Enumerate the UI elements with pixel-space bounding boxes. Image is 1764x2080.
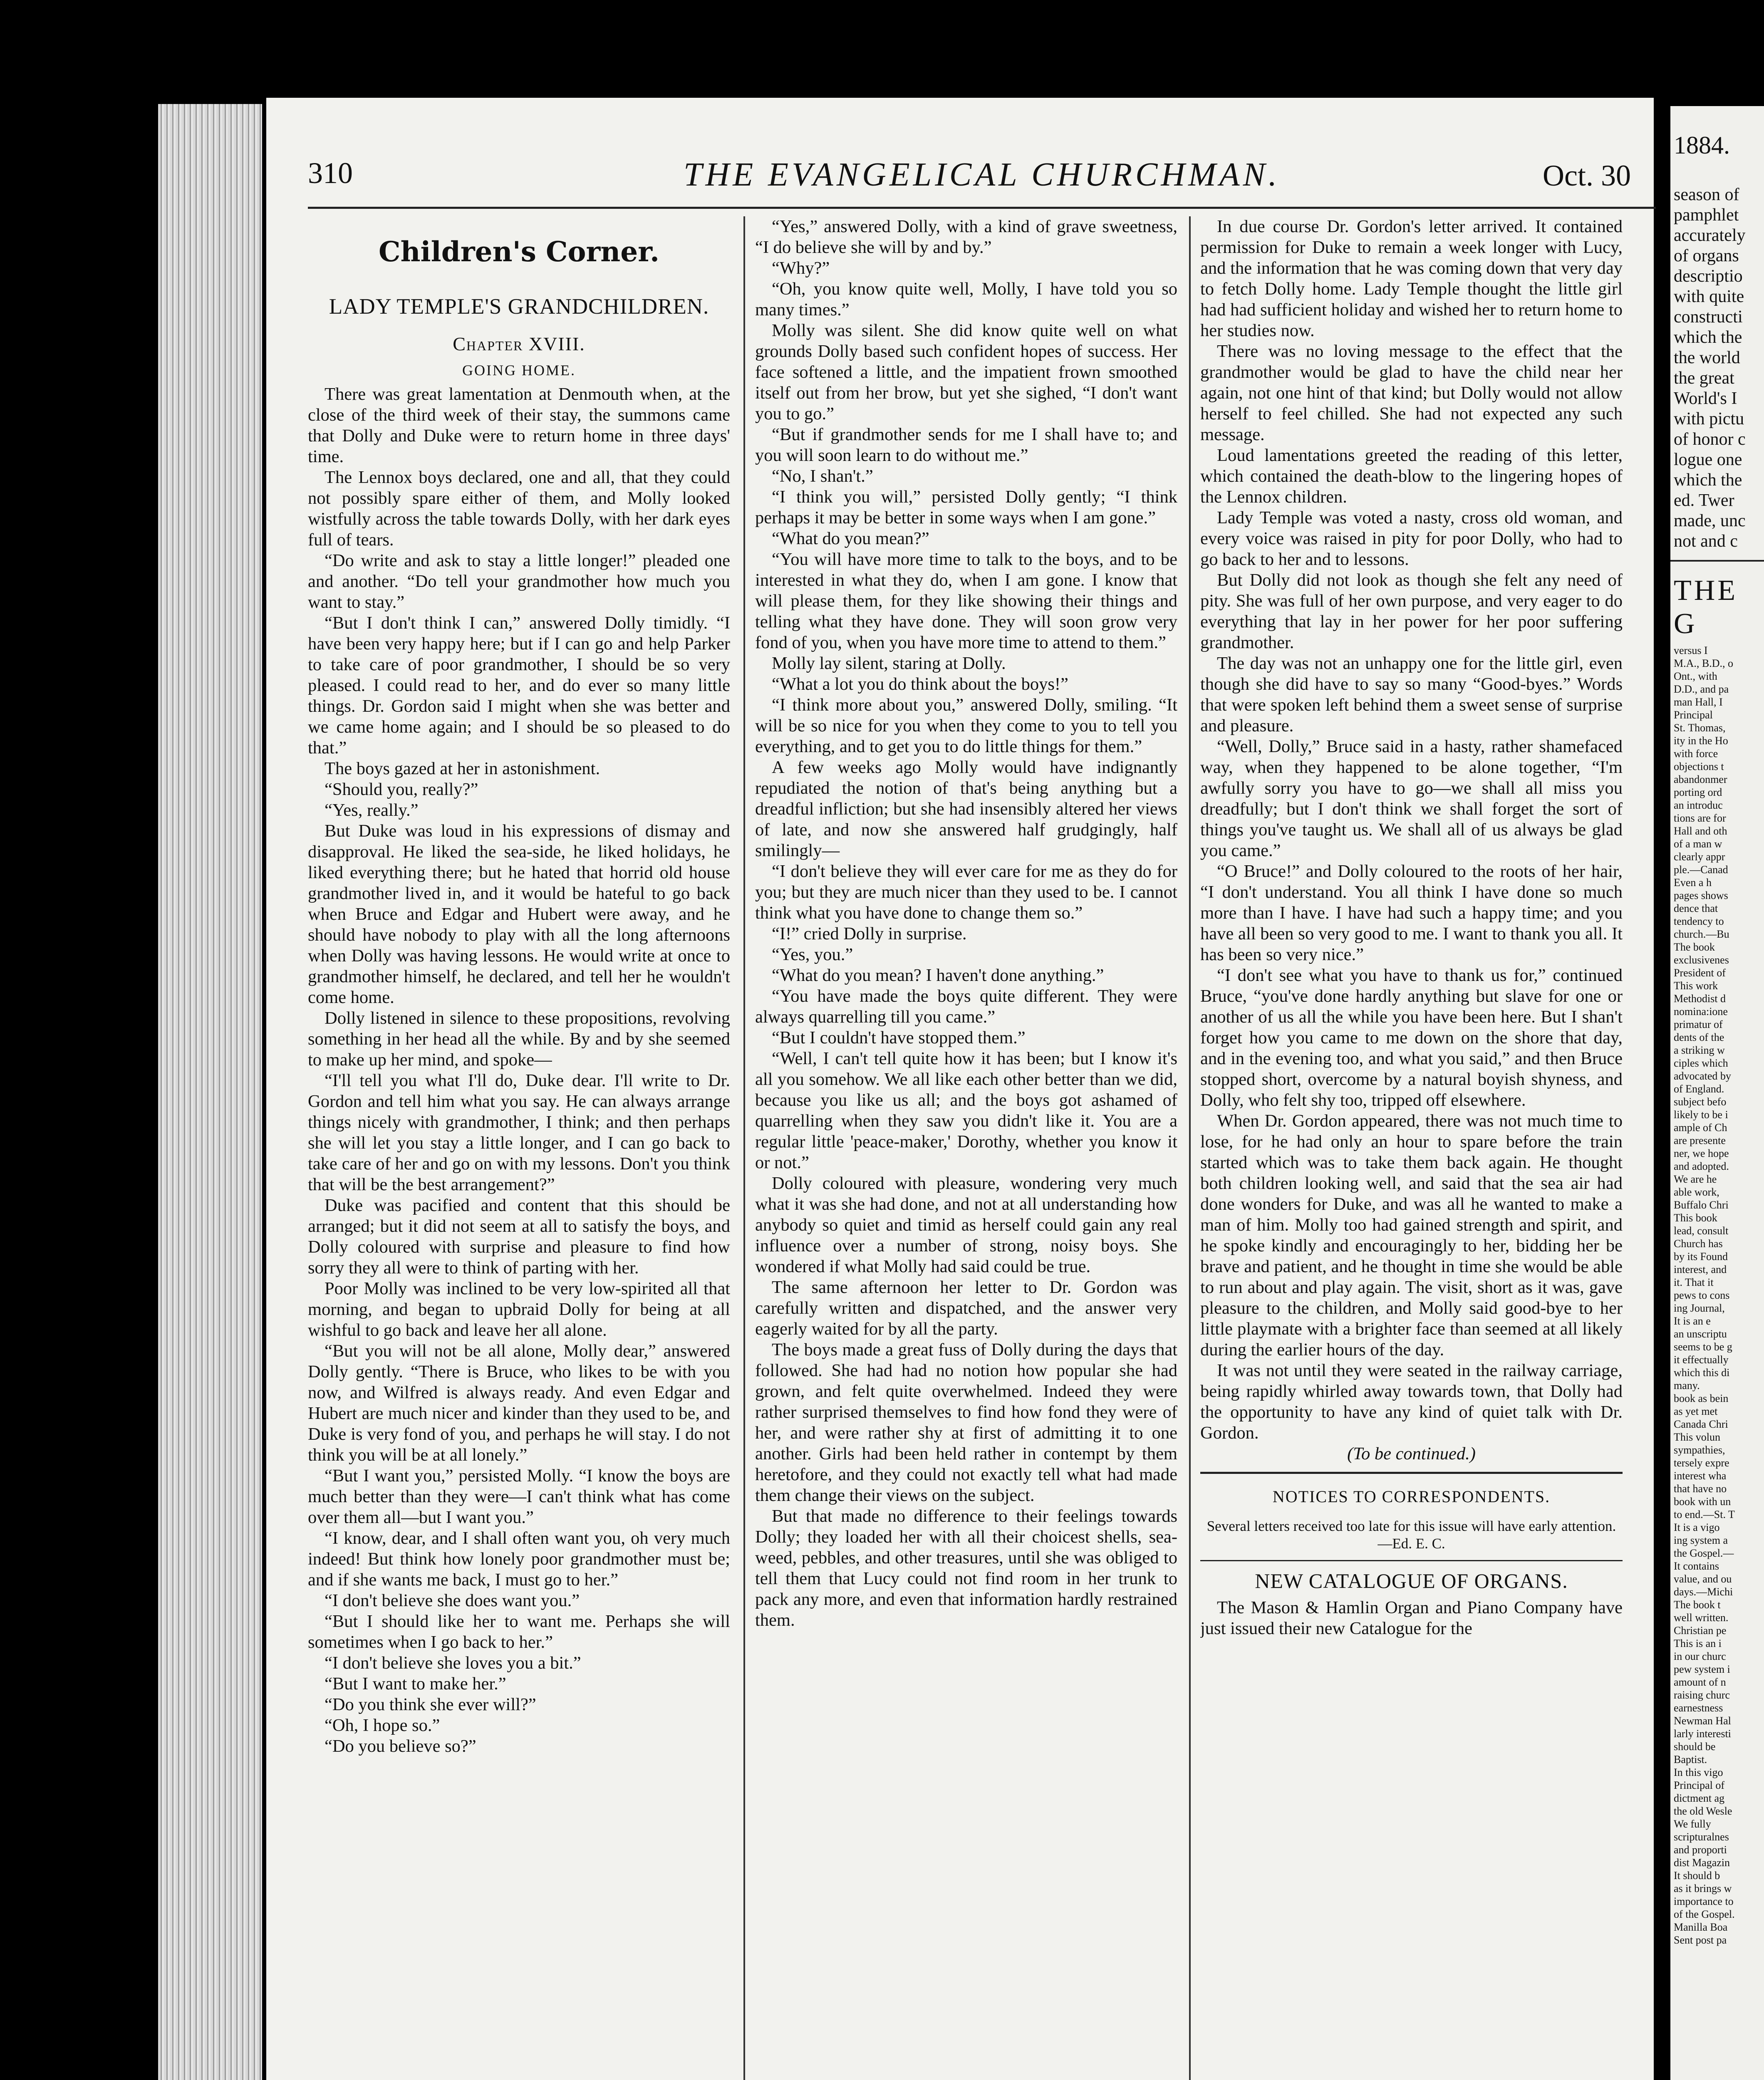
facing-page-text-line: and adopted. bbox=[1674, 1160, 1729, 1172]
facing-page-text-line: We fully bbox=[1674, 1818, 1711, 1830]
article-paragraph: Dolly coloured with pleasure, wondering very much what it was she had done, and not at all understanding how anybody so quiet and timid as herself could gain any real influence over a number of strong, noisy boys. She wondered if what Molly had said could be true. bbox=[755, 1174, 1177, 1276]
column-divider-1 bbox=[743, 216, 745, 2080]
facing-page-text-line: Principal of bbox=[1674, 1779, 1725, 1791]
facing-page-fragment bbox=[1670, 106, 1764, 2080]
article-paragraph: “Do you think she ever will?” bbox=[325, 1695, 536, 1714]
facing-page-text-line: clearly appr bbox=[1674, 851, 1725, 863]
section-rule bbox=[1200, 1560, 1623, 1561]
facing-page-text-line: Hall and oth bbox=[1674, 825, 1727, 837]
column-1-paragraphs bbox=[308, 384, 730, 1757]
facing-page-text-line: Principal bbox=[1674, 709, 1713, 721]
column-2-paragraphs bbox=[755, 216, 1177, 1631]
article-paragraph: “No, I shan't.” bbox=[772, 466, 873, 486]
article-paragraph: “What do you mean? I haven't done anything.” bbox=[772, 966, 1104, 985]
facing-page-text-line: Manilla Boa bbox=[1674, 1921, 1728, 1933]
article-paragraph: Loud lamentations greeted the reading of this letter, which contained the death-blow to the lingering hopes of the Lennox children. bbox=[1200, 446, 1623, 507]
facing-page-text-line: This volun bbox=[1674, 1431, 1720, 1443]
facing-page-text-line: This book bbox=[1674, 1212, 1717, 1224]
facing-page-text-line: ner, we hope bbox=[1674, 1147, 1729, 1159]
facing-page-text-line: We are he bbox=[1674, 1173, 1717, 1185]
facing-page-text-line: ing system a bbox=[1674, 1534, 1728, 1546]
article-paragraph: Molly was silent. She did know quite well on what grounds Dolly based such confident hopes of success. Her face softened a little, and the impatient frown smoothed itself out from her brow, but yet she sighed, “I don't want you to go.” bbox=[755, 321, 1177, 423]
article-paragraph: When Dr. Gordon appeared, there was not much time to lose, for he had only an hour to spare before the train started which was to take them back again. He thought both children looking well, and said that the sea air had done wonders for Duke, and was all he wanted to make a man of him. Molly too had gained strength and spirit, and he spoke kindly and encouragingly to her, bidding her be brave and patient, and he thought in time she would be able to run about and play again. The visit, short as it was, gave pleasure to the children, and Molly said good-bye to her little playmate with a brighter face than seemed at all likely during the earlier hours of the day. bbox=[1200, 1111, 1623, 1359]
catalogue-body: The Mason & Hamlin Organ and Piano Company have just issued their new Catalogue for the bbox=[1200, 1598, 1623, 1638]
article-paragraph: “Yes,” answered Dolly, with a kind of grave sweetness, “I do believe she will by and by.” bbox=[755, 217, 1177, 257]
facing-page-text-line: Canada Chri bbox=[1674, 1418, 1728, 1430]
facing-page-text-line: pews to cons bbox=[1674, 1289, 1730, 1301]
facing-page-text-line: lead, consult bbox=[1674, 1225, 1729, 1237]
facing-page-text-line: ed. Twer bbox=[1674, 491, 1734, 510]
facing-page-text-line: This work bbox=[1674, 980, 1718, 992]
facing-page-text-line: of the Gospel. bbox=[1674, 1908, 1735, 1920]
facing-page-text-line: which this di bbox=[1674, 1367, 1730, 1379]
facing-page-text-line: logue one bbox=[1674, 450, 1742, 469]
article-paragraph: A few weeks ago Molly would have indignantly repudiated the notion of that's being anything but a dreadful infliction; but she had insensibly altered her views of late, and now she answered half grudgingly, half smilingly— bbox=[755, 758, 1177, 860]
facing-page-text-line: ity in the Ho bbox=[1674, 735, 1728, 747]
facing-page-text-line: amount of n bbox=[1674, 1676, 1726, 1688]
article-paragraph: “I think you will,” persisted Dolly gently; “I think perhaps it may be better in some ways when I am gone.” bbox=[755, 487, 1177, 527]
facing-page-text-line: many. bbox=[1674, 1379, 1700, 1392]
facing-page-text-line: sympathies, bbox=[1674, 1444, 1725, 1456]
page-number: 310 bbox=[308, 156, 353, 190]
facing-page-text-line: it. That it bbox=[1674, 1276, 1714, 1288]
facing-page-text-line: pew system i bbox=[1674, 1663, 1730, 1675]
article-paragraph: The boys gazed at her in astonishment. bbox=[325, 759, 600, 778]
article-paragraph: “But if grandmother sends for me I shall have to; and you will soon learn to do without me.” bbox=[755, 425, 1177, 465]
facing-page-text-line: scripturalnes bbox=[1674, 1831, 1729, 1843]
article-paragraph: There was no loving message to the effect that the grandmother would be glad to have the child near her again, not one hint of that kind; but Dolly would not allow herself to feel chilled. She had not expected any such message. bbox=[1200, 342, 1623, 444]
facing-page-text-line: it effectually bbox=[1674, 1354, 1729, 1366]
article-paragraph: “You have made the boys quite different. They were always quarrelling till you came.” bbox=[755, 986, 1177, 1027]
article-paragraph: “Yes, you.” bbox=[772, 945, 853, 964]
article-paragraph: “I'll tell you what I'll do, Duke dear. I'll write to Dr. Gordon and tell him what you say. He can always arrange things nicely with grandmother, I think; and then perhaps she will let you stay a little longer, and I can go back to take care of her and go on with my lessons. Don't you think that will be the best arrangement?” bbox=[308, 1071, 730, 1194]
facing-page-text-line: should be bbox=[1674, 1741, 1716, 1753]
article-paragraph: “But I should like her to want me. Perhaps she will sometimes when I go back to her.” bbox=[308, 1612, 730, 1652]
facing-page-text-line: advocated by bbox=[1674, 1070, 1731, 1082]
article-paragraph: “Oh, you know quite well, Molly, I have told you so many times.” bbox=[755, 279, 1177, 319]
facing-page-text-line: This is an i bbox=[1674, 1637, 1722, 1649]
article-paragraph: The day was not an unhappy one for the little girl, even though she did have to say so many “Good-byes.” Words that were spoken left behind them a sweet sense of surprise and pleasure. bbox=[1200, 654, 1623, 735]
section-rule bbox=[1200, 1472, 1623, 1474]
facing-page-text-line: dist Magazin bbox=[1674, 1857, 1730, 1869]
article-paragraph: “I think more about you,” answered Dolly, smiling. “It will be so nice for you when they come to you to tell you everything, and to get you to do little things for them.” bbox=[755, 695, 1177, 756]
article-paragraph: “What do you mean?” bbox=[772, 529, 929, 548]
facing-page-text-line: Even a h bbox=[1674, 877, 1712, 889]
article-paragraph: Dolly listened in silence to these propositions, revolving something in her head all the while. By and by she seemed to make up her mind, and spoke— bbox=[308, 1008, 730, 1070]
facing-page-text-line: Baptist. bbox=[1674, 1753, 1707, 1766]
article-paragraph: “Well, I can't tell quite how it has been; but I know it's all you somehow. We all like each other better than we did, because you like us all; and the boys got ashamed of quarrelling when they saw you didn't like it. You are a regular little 'peace-maker,' Dorothy, whether you know it or not.” bbox=[755, 1049, 1177, 1172]
column-1 bbox=[308, 216, 730, 2080]
article-paragraph: The same afternoon her letter to Dr. Gordon was carefully written and dispatched, and the answer very eagerly waited for by all the party. bbox=[755, 1278, 1177, 1339]
facing-page-text-line: It is a vigo bbox=[1674, 1521, 1720, 1533]
header-rule bbox=[308, 207, 1656, 209]
facing-page-text-line: Ont., with bbox=[1674, 670, 1717, 682]
facing-page-text-line: to end.—St. T bbox=[1674, 1508, 1735, 1520]
facing-page-text-line: In this vigo bbox=[1674, 1766, 1723, 1778]
facing-page-text-line: World's I bbox=[1674, 389, 1737, 408]
facing-page-text-line: primatur of bbox=[1674, 1018, 1723, 1030]
article-paragraph: “I don't believe she loves you a bit.” bbox=[325, 1653, 581, 1673]
facing-page-text-line: in our churc bbox=[1674, 1650, 1726, 1662]
chapter-subheading: GOING HOME. bbox=[462, 362, 576, 379]
article-paragraph: Poor Molly was inclined to be very low-spirited all that morning, and began to upbraid Dolly for being at all wishful to go back and leave her all alone. bbox=[308, 1279, 730, 1340]
facing-page-text-line: exclusivenes bbox=[1674, 954, 1729, 966]
facing-page-text-line: value, and ou bbox=[1674, 1573, 1732, 1585]
facing-page-text-line: of England. bbox=[1674, 1083, 1724, 1095]
catalogue-heading: NEW CATALOGUE OF ORGANS. bbox=[1255, 1569, 1568, 1592]
facing-page-text-line: with force bbox=[1674, 748, 1718, 760]
article-paragraph: “Should you, really?” bbox=[325, 780, 478, 799]
facing-page-text-line: of honor c bbox=[1674, 430, 1746, 449]
facing-page-text-line: ing Journal, bbox=[1674, 1302, 1725, 1314]
facing-page-text-line: President of bbox=[1674, 967, 1726, 979]
facing-page-text-line: the old Wesle bbox=[1674, 1805, 1732, 1817]
story-title: LADY TEMPLE'S GRANDCHILDREN. bbox=[329, 295, 709, 319]
facing-page-text-line: an introduc bbox=[1674, 799, 1723, 811]
article-paragraph: There was great lamentation at Denmouth when, at the close of the third week of their stay, the summons came that Dolly and Duke were to return home in three days' time. bbox=[308, 384, 730, 466]
facing-page-text-line: made, unc bbox=[1674, 511, 1746, 530]
facing-page-text-line: Church has bbox=[1674, 1238, 1723, 1250]
facing-page-text-line: of a man w bbox=[1674, 838, 1722, 850]
facing-page-text-line: accurately bbox=[1674, 226, 1746, 245]
facing-page-text-line: by its Found bbox=[1674, 1250, 1728, 1263]
publication-title: THE EVANGELICAL CHURCHMAN. bbox=[684, 156, 1280, 193]
article-paragraph: The Lennox boys declared, one and all, that they could not possibly spare either of them, and Molly looked wistfully across the table towards Dolly, with her dark eyes full of tears. bbox=[308, 468, 730, 550]
facing-page-small-lines bbox=[1670, 644, 1764, 1946]
facing-page-text-line: dence that bbox=[1674, 902, 1718, 914]
facing-page-text-line: M.A., B.D., o bbox=[1674, 657, 1734, 669]
facing-page-text-line: abandonmer bbox=[1674, 773, 1727, 785]
facing-page-text-line: season of bbox=[1674, 185, 1739, 204]
facing-page-text-line: subject befo bbox=[1674, 1096, 1727, 1108]
facing-page-text-line: well written. bbox=[1674, 1612, 1729, 1624]
facing-page-text-line: tendency to bbox=[1674, 915, 1724, 927]
article-paragraph: It was not until they were seated in the railway carriage, being rapidly whirled away towards town, that Dolly had the opportunity to have any kind of quiet talk with Dr. Gordon. bbox=[1200, 1361, 1623, 1443]
article-paragraph: But Duke was loud in his expressions of dismay and disapproval. He liked the sea-side, he liked holidays, he liked everything there; but he hated that horrid old house grandmother lived in, and it would be hateful to go back when Bruce and Edgar and Hubert were away, and he should have nobody to play with all the long afternoons when Dolly was having lessons. He would write at once to grandmother himself, he declared, and tell her he wouldn't come home. bbox=[308, 821, 730, 1007]
article-paragraph: “But I couldn't have stopped them.” bbox=[772, 1028, 1026, 1047]
facing-page-text-line: raising churc bbox=[1674, 1689, 1730, 1701]
facing-page-text-line: interest, and bbox=[1674, 1263, 1727, 1275]
facing-page-text-line: It should b bbox=[1674, 1870, 1720, 1882]
book-page-edges bbox=[158, 104, 262, 2080]
facing-page-text-line: D.D., and pa bbox=[1674, 683, 1729, 695]
article-paragraph: “What a lot you do think about the boys!” bbox=[772, 674, 1068, 694]
facing-page-text-line: the great bbox=[1674, 369, 1734, 388]
facing-page-text-line: are presente bbox=[1674, 1134, 1726, 1146]
article-paragraph: “But I want you,” persisted Molly. “I know the boys are much better than they were—I can't think what has come over them all—but I want you.” bbox=[308, 1466, 730, 1527]
facing-page-text-line: tions are for bbox=[1674, 812, 1726, 824]
facing-page-text-line: nomina:ione bbox=[1674, 1005, 1728, 1018]
facing-page-text-line: The book bbox=[1674, 941, 1715, 953]
notices-body: Several letters received too late for this issue will have early attention.—Ed. E. C. bbox=[1207, 1518, 1616, 1552]
facing-page-text-line: the Gospel.— bbox=[1674, 1547, 1734, 1559]
article-paragraph: The boys made a great fuss of Dolly during the days that followed. She had had no notion how popular she had grown, and felt quite overwhelmed. Indeed they were rather surprised themselves to find how fond they were of her, and were rather shy at first of admitting it to one another. Girls had been held rather in contempt by them heretofore, and they could not exactly tell what had made them change their views on the subject. bbox=[755, 1340, 1177, 1505]
article-paragraph: “Yes, really.” bbox=[325, 800, 419, 820]
article-paragraph: “O Bruce!” and Dolly coloured to the roots of her hair, “I don't understand. You all think I have done so much more than I have. I have had such a happy time; and you have all been so very good to me. I want to thank you all. It has been so very nice.” bbox=[1200, 862, 1623, 964]
facing-page-text-line: dictment ag bbox=[1674, 1792, 1725, 1804]
facing-page-text-line: book as bein bbox=[1674, 1392, 1729, 1404]
facing-page-text-line: importance to bbox=[1674, 1895, 1734, 1907]
facing-page-text-line: St. Thomas, bbox=[1674, 722, 1726, 734]
facing-page-text-line: dents of the bbox=[1674, 1031, 1724, 1043]
article-paragraph: “Well, Dolly,” Bruce said in a hasty, rather shamefaced way, when they happened to be alone together, “I'm awfully sorry you have to go—we shall all miss you dreadfully; but I don't think we shall forget the sort of things you've taught us. We shall all of us always be glad you came.” bbox=[1200, 737, 1623, 860]
facing-page-text-line: a striking w bbox=[1674, 1044, 1725, 1056]
facing-page-text-line: earnestness bbox=[1674, 1702, 1723, 1714]
facing-page-text-line: Newman Hal bbox=[1674, 1715, 1731, 1727]
chapter-heading: Chapter XVIII. bbox=[453, 333, 585, 354]
facing-page-text-line: Buffalo Chri bbox=[1674, 1199, 1729, 1211]
article-paragraph: But Dolly did not look as though she felt any need of pity. She was full of her own purpose, and very eager to do everything that lay in her power for her poor suffering grandmother. bbox=[1200, 570, 1623, 652]
facing-page-text-line: Christian pe bbox=[1674, 1624, 1727, 1637]
facing-page-text-line: book with un bbox=[1674, 1496, 1731, 1508]
notices-heading: NOTICES TO CORRESPONDENTS. bbox=[1272, 1487, 1551, 1506]
facing-page-text-line: with pictu bbox=[1674, 409, 1744, 428]
column-3-paragraphs bbox=[1200, 216, 1623, 1444]
facing-page-text-line: seems to be g bbox=[1674, 1341, 1732, 1353]
facing-page-text-line: the world bbox=[1674, 348, 1740, 367]
facing-page-text-line: as it brings w bbox=[1674, 1882, 1732, 1894]
facing-page-text-line: with quite bbox=[1674, 287, 1744, 306]
column-divider-2 bbox=[1189, 216, 1191, 2080]
article-paragraph: “I don't believe she does want you.” bbox=[325, 1591, 580, 1610]
facing-page-text-line: as yet met bbox=[1674, 1405, 1718, 1417]
article-paragraph: “You will have more time to talk to the boys, and to be interested in what they do, when I am gone. I know that will please them, for they like showing their things and telling what they have done. They will soon grow very fond of you, when you have more time to attend to them.” bbox=[755, 550, 1177, 652]
article-paragraph: “Do you believe so?” bbox=[325, 1736, 476, 1756]
issue-date: Oct. 30 bbox=[1543, 159, 1631, 192]
article-paragraph: “I!” cried Dolly in surprise. bbox=[772, 924, 967, 943]
article-paragraph: “I don't see what you have to thank us for,” continued Bruce, “you've done hardly anything but slave for one or another of us all the while you have been here. But I shan't forget how you came to me down on the shore that day, and in the evening too, and what you said,” and then Bruce stopped short, overcome by a natural boyish shyness, and Dolly, who felt shy too, tripped off elsewhere. bbox=[1200, 966, 1623, 1110]
facing-page-text-line: and proporti bbox=[1674, 1844, 1727, 1856]
facing-page-text-line: man Hall, I bbox=[1674, 696, 1723, 708]
article-paragraph: “But I want to make her.” bbox=[325, 1674, 506, 1694]
facing-page-text-line: The book t bbox=[1674, 1599, 1721, 1611]
article-paragraph: Duke was pacified and content that this should be arranged; but it did not seem at all to satisfy the boys, and Dolly coloured with surprise and pleasure to find how sorry they all were to think of parting with her. bbox=[308, 1196, 730, 1278]
article-paragraph: “Why?” bbox=[772, 258, 830, 278]
facing-page-text-line: which the bbox=[1674, 470, 1742, 490]
facing-page-text-line: Sent post pa bbox=[1674, 1934, 1727, 1946]
article-paragraph: “I know, dear, and I shall often want you, oh very much indeed! But think how lonely poor grandmother must be; and if she wants me back, I must go to her.” bbox=[308, 1528, 730, 1590]
facing-page-text-line: able work, bbox=[1674, 1186, 1719, 1198]
facing-page-text-line: It is an e bbox=[1674, 1315, 1711, 1327]
article-paragraph: “I don't believe they will ever care for me as they do for you; but they are much nicer than they used to be. I cannot think what you have done to change them so.” bbox=[755, 862, 1177, 923]
facing-page-text-line: versus I bbox=[1674, 644, 1708, 656]
article-paragraph: Lady Temple was voted a nasty, cross old woman, and every voice was raised in pity for poor Dolly, who had to go back to her and to lessons. bbox=[1200, 508, 1623, 569]
facing-page-text-line: Methodist d bbox=[1674, 993, 1726, 1005]
facing-page-text-line: constructi bbox=[1674, 307, 1743, 327]
facing-page-text-line: an unscriptu bbox=[1674, 1328, 1727, 1340]
facing-page-text-line: pages shows bbox=[1674, 889, 1728, 901]
facing-page-rule bbox=[1670, 560, 1764, 562]
facing-page-text-line: descriptio bbox=[1674, 267, 1743, 286]
facing-page-text-line: days.—Michi bbox=[1674, 1586, 1733, 1598]
facing-page-text-line: larly interesti bbox=[1674, 1728, 1731, 1740]
column-2 bbox=[755, 216, 1177, 2080]
facing-page-lines bbox=[1670, 185, 1764, 552]
facing-page-text-line: pamphlet bbox=[1674, 206, 1739, 225]
to-be-continued: (To be continued.) bbox=[1347, 1444, 1476, 1463]
article-paragraph: Molly lay silent, staring at Dolly. bbox=[772, 654, 1006, 673]
newspaper-page bbox=[266, 98, 1654, 2080]
facing-page-text-line: church.—Bu bbox=[1674, 928, 1729, 940]
facing-page-text-line: ple.—Canad bbox=[1674, 864, 1728, 876]
article-paragraph: But that made no difference to their feelings towards Dolly; they loaded her with all their choicest shells, sea-weed, pebbles, and other treasures, until she was obliged to tell them that Lucy could not find room in her trunk to pack any more, and even that information hardly restrained them. bbox=[755, 1506, 1177, 1630]
article-paragraph: “Do write and ask to stay a little longer!” pleaded one and another. “Do tell your grandmother how much you want to stay.” bbox=[308, 551, 730, 612]
facing-page-text-line: objections t bbox=[1674, 760, 1724, 773]
article-paragraph: “But I don't think I can,” answered Dolly timidly. “I have been very happy here; but if I can go and help Parker to take care of poor grandmother, I should be so very pleased. I could read to her, and do ever so many little things. Dr. Gordon said I might when she was better and we came home again; and I should be so pleased to do that.” bbox=[308, 613, 730, 758]
section-heading: Children's Corner. bbox=[379, 235, 659, 268]
facing-page-text-line: interest wha bbox=[1674, 1470, 1727, 1482]
facing-page-heading: THE G bbox=[1674, 574, 1738, 640]
article-paragraph: In due course Dr. Gordon's letter arrived. It contained permission for Duke to remain a week longer with Lucy, and the information that he was coming down that very day to fetch Dolly home. Lady Temple thought the little girl had had sufficient holiday and wished her to return home to her studies now. bbox=[1200, 217, 1623, 340]
facing-page-text-line: that have no bbox=[1674, 1483, 1727, 1495]
article-paragraph: “Oh, I hope so.” bbox=[325, 1716, 440, 1735]
facing-page-text-line: ciples which bbox=[1674, 1057, 1728, 1069]
facing-page-text-line: which the bbox=[1674, 328, 1742, 347]
facing-page-year: 1884. bbox=[1674, 131, 1730, 159]
facing-page-text-line: tersely expre bbox=[1674, 1457, 1729, 1469]
page-header bbox=[308, 156, 1656, 202]
facing-page-text-line: ample of Ch bbox=[1674, 1122, 1727, 1134]
facing-page-text-line: likely to be i bbox=[1674, 1109, 1728, 1121]
column-3 bbox=[1200, 216, 1623, 2080]
facing-page-text-line: of organs bbox=[1674, 246, 1739, 265]
facing-page-text-line: porting ord bbox=[1674, 786, 1722, 798]
article-paragraph: “But you will not be all alone, Molly dear,” answered Dolly gently. “There is Bruce, who likes to be with you now, and Wilfred is always ready. And even Edgar and Hubert are much nicer and kinder than they used to be, and Duke is very fond of you, and perhaps he will stay. I do not think you will be at all lonely.” bbox=[308, 1341, 730, 1465]
facing-page-text-line: It contains bbox=[1674, 1560, 1719, 1572]
facing-page-text-line: not and c bbox=[1674, 532, 1738, 551]
